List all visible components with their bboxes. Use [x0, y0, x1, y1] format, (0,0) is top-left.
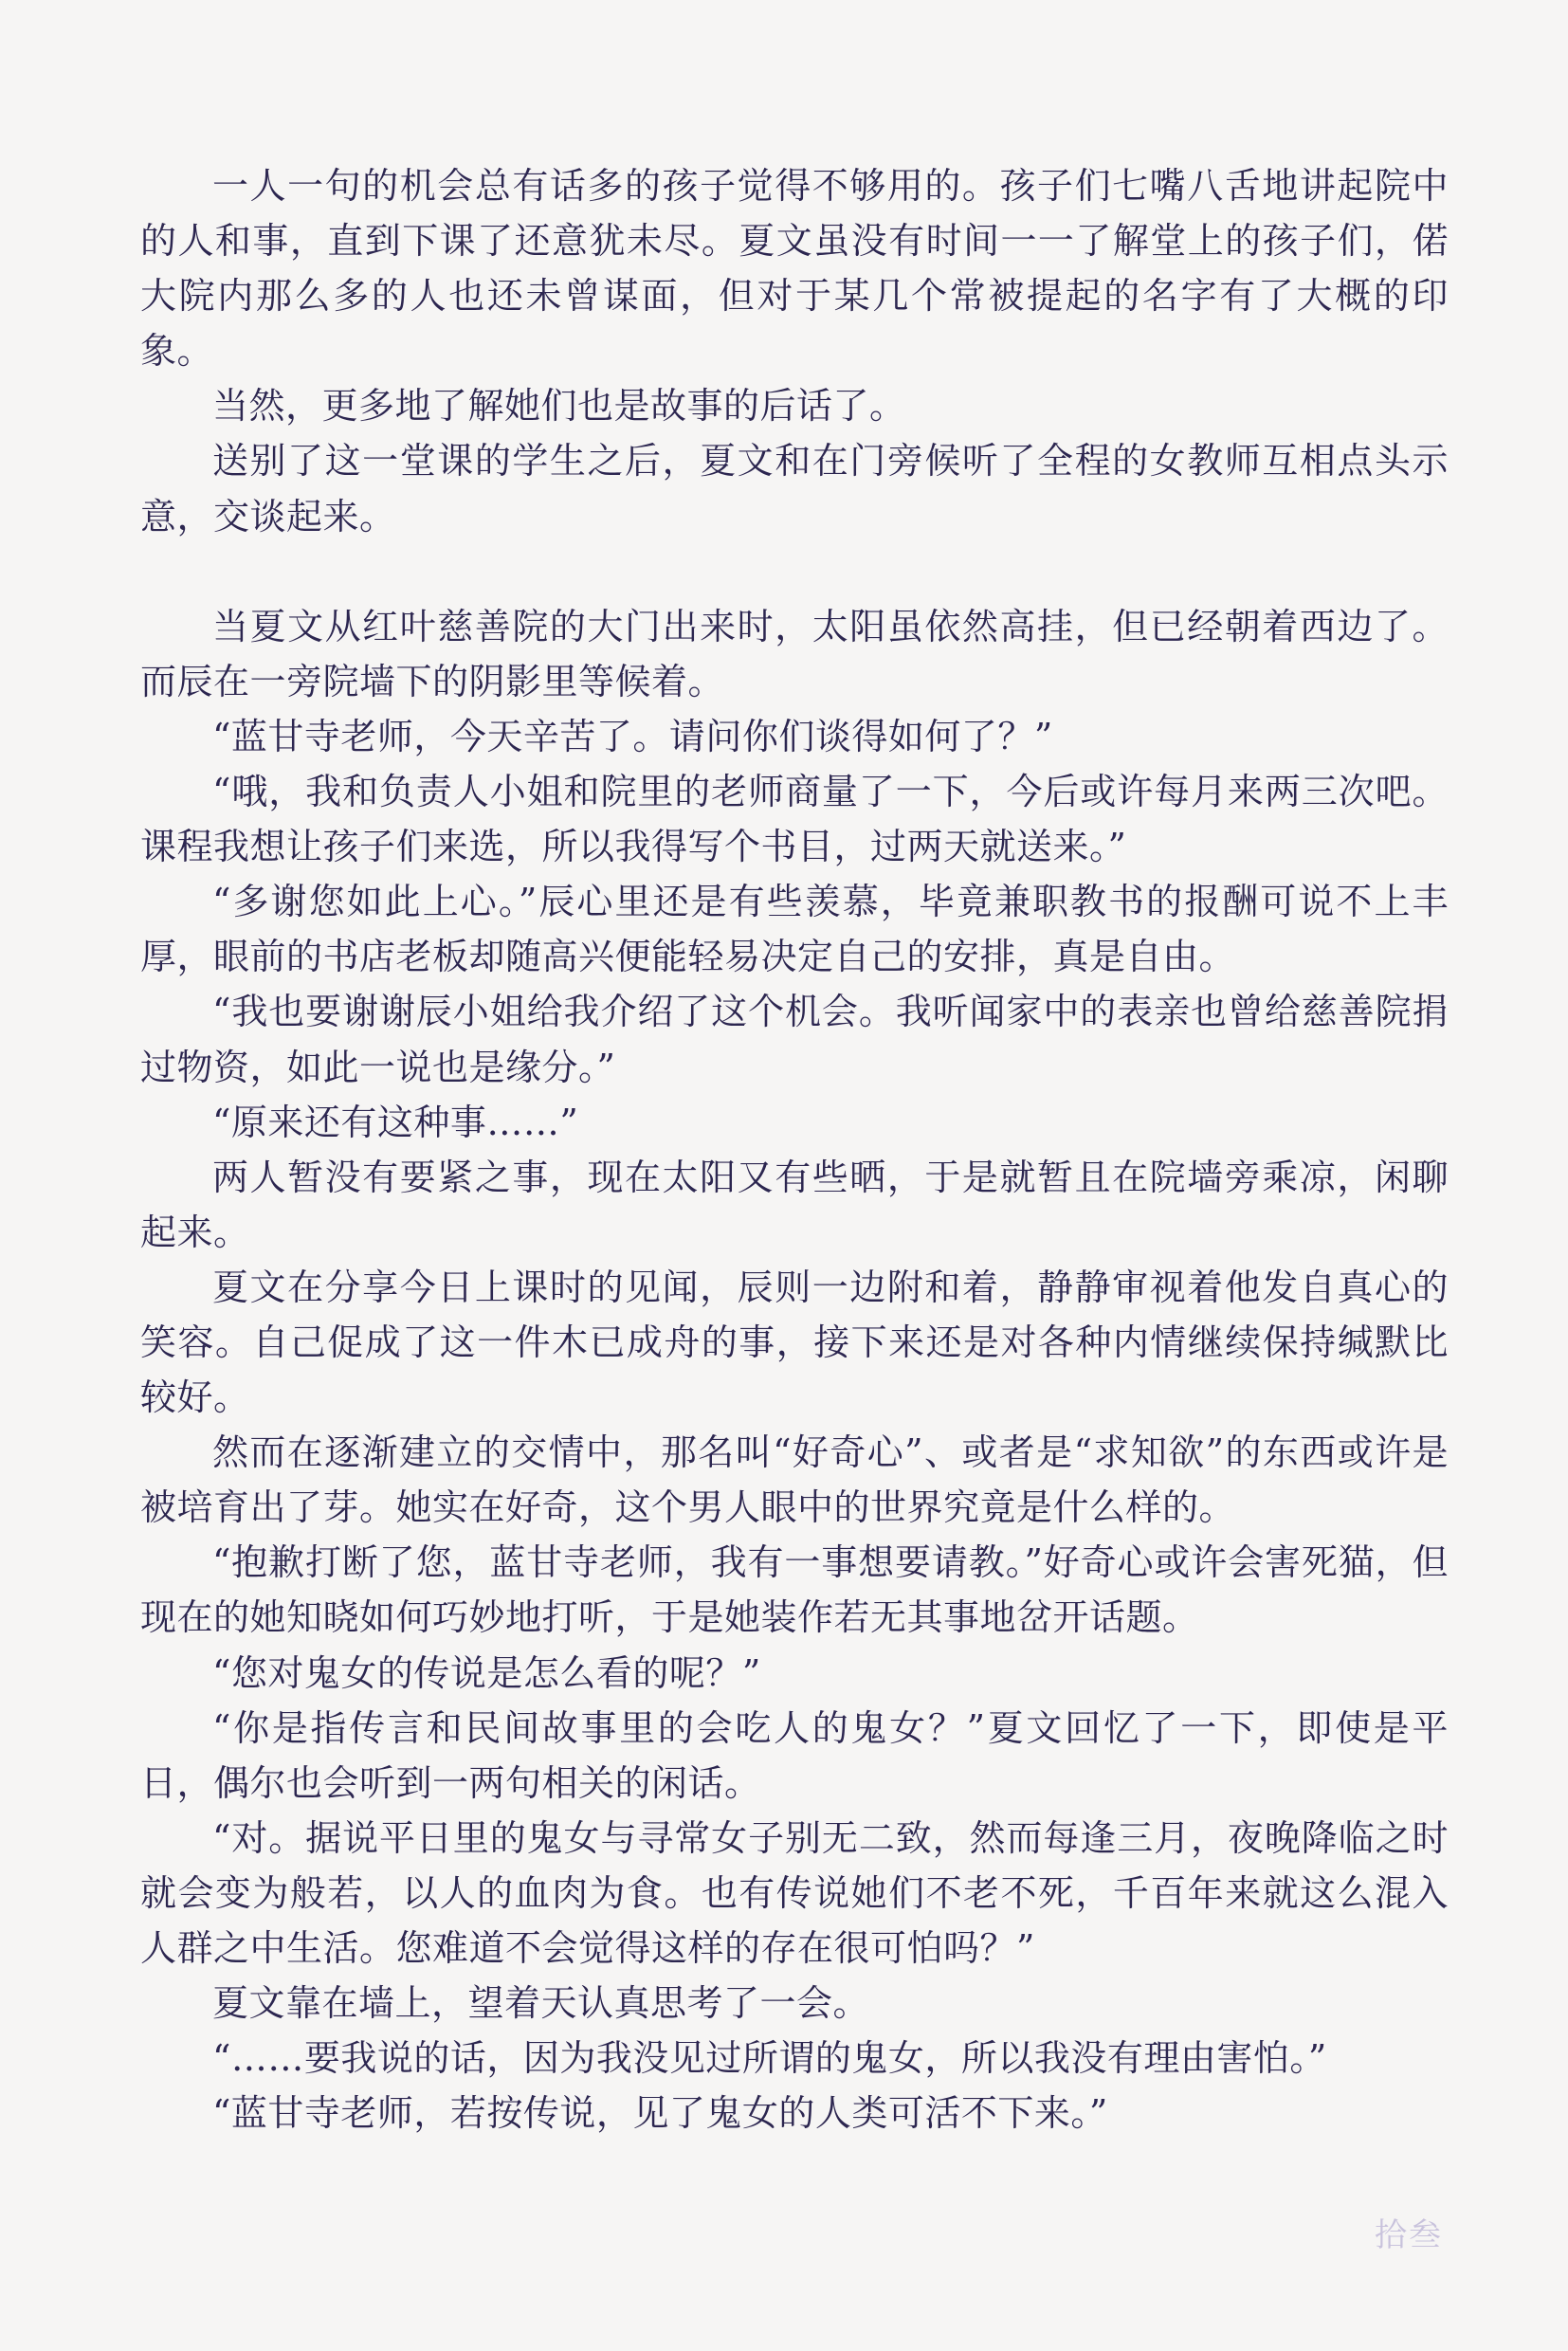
paragraph: “您对鬼女的传说是怎么看的呢？”: [212, 1651, 761, 1694]
paragraph: “你是指传言和民间故事里的会吃人的鬼女？”夏文回忆了一下，即使是平日，偶尔也会听到一两句相关的闲话。: [140, 1706, 1449, 1804]
paragraph: “多谢您如此上心。”辰心里还是有些羡慕，毕竟兼职教书的报酬可说不上丰厚，眼前的书店老板却随高兴便能轻易决定自己的安排，真是自由。: [140, 881, 1449, 978]
paragraph: “原来还有这种事……”: [212, 1101, 579, 1143]
paragraph: 夏文靠在墙上，望着天认真思考了一会。: [212, 1982, 870, 2025]
paragraph: “抱歉打断了您，蓝甘寺老师，我有一事想要请教。”好奇心或许会害死猫，但现在的她知晓如何巧妙地打听，于是她装作若无其事地岔开话题。: [140, 1541, 1449, 1639]
paragraph: “蓝甘寺老师，今天辛苦了。请问你们谈得如何了？”: [212, 715, 1053, 757]
paragraph: 当夏文从红叶慈善院的大门出来时，太阳虽依然高挂，但已经朝着西边了。而辰在一旁院墙下的阴影里等候着。: [140, 605, 1449, 702]
paragraph: “蓝甘寺老师，若按传说，见了鬼女的人类可活不下来。”: [212, 2092, 1108, 2135]
body-text: [140, 158, 1449, 2141]
paragraph: 一人一句的机会总有话多的孩子觉得不够用的。孩子们七嘴八舌地讲起院中的人和事，直到下课了还意犹未尽。夏文虽没有时间一一了解堂上的孩子们，偌大院内那么多的人也还未曾谋面，但对于某几个常被提起的名字有了大概的印象。: [140, 165, 1449, 373]
paragraph-spacer: [140, 544, 1449, 599]
page-number: 拾叁: [1375, 2216, 1443, 2254]
paragraph: “对。据说平日里的鬼女与寻常女子别无二致，然而每逢三月，夜晚降临之时就会变为般若，以人的血肉为食。也有传说她们不老不死，千百年来就这么混入人群之中生活。您难道不会觉得这样的存在很可怕吗？”: [140, 1816, 1449, 1969]
paragraph: “我也要谢谢辰小姐给我介绍了这个机会。我听闻家中的表亲也曾给慈善院捐过物资，如此一说也是缘分。”: [140, 991, 1449, 1088]
paragraph: 两人暂没有要紧之事，现在太阳又有些晒，于是就暂且在院墙旁乘凉，闲聊起来。: [140, 1156, 1449, 1253]
paragraph: 然而在逐渐建立的交情中，那名叫“好奇心”、或者是“求知欲”的东西或许是被培育出了芽。她实在好奇，这个男人眼中的世界究竟是什么样的。: [140, 1431, 1449, 1529]
paragraph: 送别了这一堂课的学生之后，夏文和在门旁候听了全程的女教师互相点头示意，交谈起来。: [140, 440, 1449, 538]
paragraph: “……要我说的话，因为我没见过所谓的鬼女，所以我没有理由害怕。”: [212, 2037, 1327, 2080]
paragraph: 夏文在分享今日上课时的见闻，辰则一边附和着，静静审视着他发自真心的笑容。自己促成了这一件木已成舟的事，接下来还是对各种内情继续保持缄默比较好。: [140, 1266, 1449, 1419]
paragraph: “哦，我和负责人小姐和院里的老师商量了一下，今后或许每月来两三次吧。课程我想让孩子们来选，所以我得写个书目，过两天就送来。”: [140, 771, 1449, 868]
paragraph: 当然，更多地了解她们也是故事的后话了。: [212, 385, 906, 428]
